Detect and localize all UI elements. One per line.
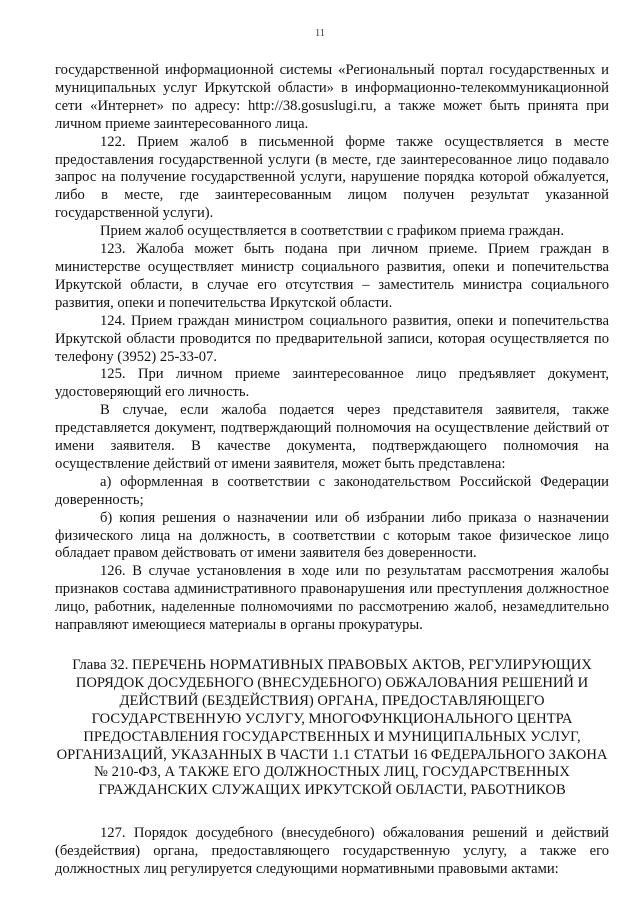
page-number: 11	[315, 28, 325, 39]
paragraph-representative: В случае, если жалоба подается через представителя заявителя, также представляется документ, подтверждающий полномочия на осуществление действий от имени заявителя. В качестве документа, подтверждающего полномочия на осуществление действий от имени заявителя, может быть представлена:	[55, 402, 609, 472]
list-item-b: б) копия решения о назначении или об избрании либо приказа о назначении физического лица на должность, в соответствии с которым такое физическое лицо обладает правом действовать от имени заявителя без доверенности.	[55, 509, 609, 562]
paragraph-127: 127. Порядок досудебного (внесудебного) обжалования решений и действий (бездействия) органа, предоставляющего государственную услугу, а также его должностных лиц регулируется следующими нормативными правовыми актами:	[55, 825, 609, 878]
list-item-a: а) оформленная в соответствии с законодательством Российской Федерации доверенность;	[55, 473, 609, 508]
page-content	[55, 62, 609, 879]
paragraph-portal-continuation: государственной информационной системы «Региональный портал государственных и муниципальных услуг Иркутской области» в информационно-телекоммуникационной сети «Интернет» по адресу: http://38.gosuslugi.ru, а также может быть принята при личном приеме заинтересованного лица.	[55, 62, 609, 132]
chapter-heading: Глава 32. ПЕРЕЧЕНЬ НОРМАТИВНЫХ ПРАВОВЫХ АКТОВ, РЕГУЛИРУЮЩИХ ПОРЯДОК ДОСУДЕБНОГО (ВНЕСУДЕБНОГО) ОБЖАЛОВАНИЯ РЕШЕНИЙ И ДЕЙСТВИЙ (БЕЗДЕЙСТВИЯ) ОРГАНА, ПРЕДОСТАВЛЯЮЩЕГО ГОСУДАРСТВЕННУЮ УСЛУГУ, МНОГОФУНКЦИОНАЛЬНОГО ЦЕНТРА ПРЕДОСТАВЛЕНИЯ ГОСУДАРСТВЕННЫХ И МУНИЦИПАЛЬНЫХ УСЛУГ, ОРГАНИЗАЦИЙ, УКАЗАННЫХ В ЧАСТИ 1.1 СТАТЬИ 16 ФЕДЕРАЛЬНОГО ЗАКОНА № 210-ФЗ, А ТАКЖЕ ЕГО ДОЛЖНОСТНЫХ ЛИЦ, ГОСУДАРСТВЕННЫХ ГРАЖДАНСКИХ СЛУЖАЩИХ ИРКУТСКОЙ ОБЛАСТИ, РАБОТНИКОВ	[56, 657, 608, 799]
paragraph-123: 123. Жалоба может быть подана при личном приеме. Прием граждан в министерстве осуществляет министр социального развития, опеки и попечительства Иркутской области, в случае его отсутствия – заместитель министра социального развития, опеки и попечительства Иркутской области.	[55, 241, 609, 311]
paragraph-schedule: Прием жалоб осуществляется в соответствии с графиком приема граждан.	[100, 223, 564, 240]
paragraph-125: 125. При личном приеме заинтересованное лицо предъявляет документ, удостоверяющий его личность.	[55, 366, 609, 401]
paragraph-126: 126. В случае установления в ходе или по результатам рассмотрения жалобы признаков состава административного правонарушения или преступления должностное лицо, работник, наделенные полномочиями по рассмотрению жалоб, незамедлительно направляют имеющиеся материалы в органы прокуратуры.	[55, 563, 609, 634]
paragraph-122: 122. Прием жалоб в письменной форме также осуществляется в месте предоставления государственной услуги (в месте, где заинтересованное лицо подавало запрос на получение государственной услуги, нарушение порядка которой обжалуется, либо в месте, где заинтересованным лицом получен результат указанной государственной услуги).	[55, 133, 609, 222]
paragraph-124: 124. Прием граждан министром социального развития, опеки и попечительства Иркутской области проводится по предварительной записи, которая осуществляется по телефону (3952) 25-33-07.	[55, 312, 609, 365]
